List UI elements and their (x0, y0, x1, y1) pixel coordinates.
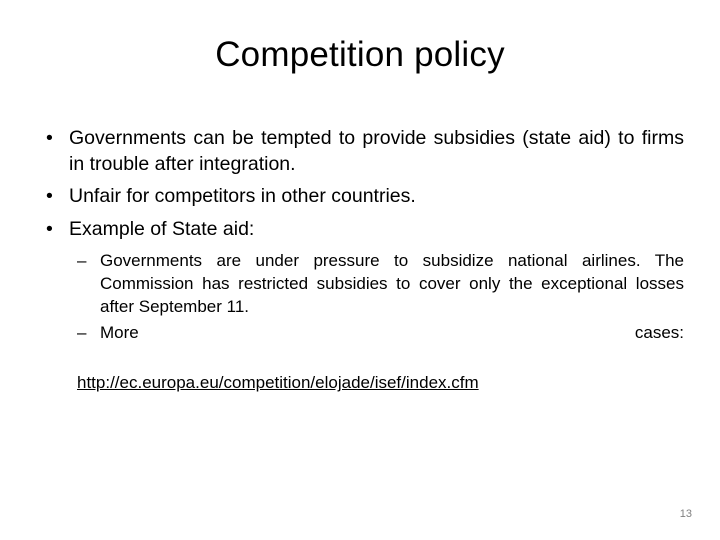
bullet-marker: • (46, 127, 53, 149)
sub-bullet-text: Governments are under pressure to subsidize national airlines. The Commission has restricted subsidies to cover only the exceptional losses after September 11. (100, 250, 684, 317)
sub-bullet-text (100, 321, 684, 367)
bullet-text: Example of State aid: (69, 218, 255, 241)
sub-bullet-text-right: cases: (634, 323, 684, 343)
link-line (69, 371, 684, 394)
sub-bullet-list (69, 249, 684, 368)
competition-cases-link[interactable]: http://ec.europa.eu/competition/elojade/isef/index.cfm (77, 373, 479, 393)
bullet-marker: • (46, 185, 53, 208)
slide-body (36, 126, 684, 402)
sub-bullet-marker: – (77, 250, 87, 270)
page-title: Competition policy (215, 35, 505, 74)
bullet-text: Unfair for competitors in other countries. (69, 185, 416, 208)
sub-bullet-text-left: More (100, 323, 139, 343)
list-item (69, 321, 684, 367)
page-number: 13 (679, 508, 692, 520)
sub-bullet-marker: – (77, 323, 87, 343)
bullet-text: Governments can be tempted to provide subsidies (state aid) to firms in trouble after integration. (69, 127, 684, 175)
list-item (69, 249, 684, 318)
bullet-marker: • (46, 218, 53, 241)
bullet-list (36, 126, 684, 395)
list-item (36, 184, 684, 210)
list-item (36, 126, 684, 177)
list-item (36, 217, 684, 394)
